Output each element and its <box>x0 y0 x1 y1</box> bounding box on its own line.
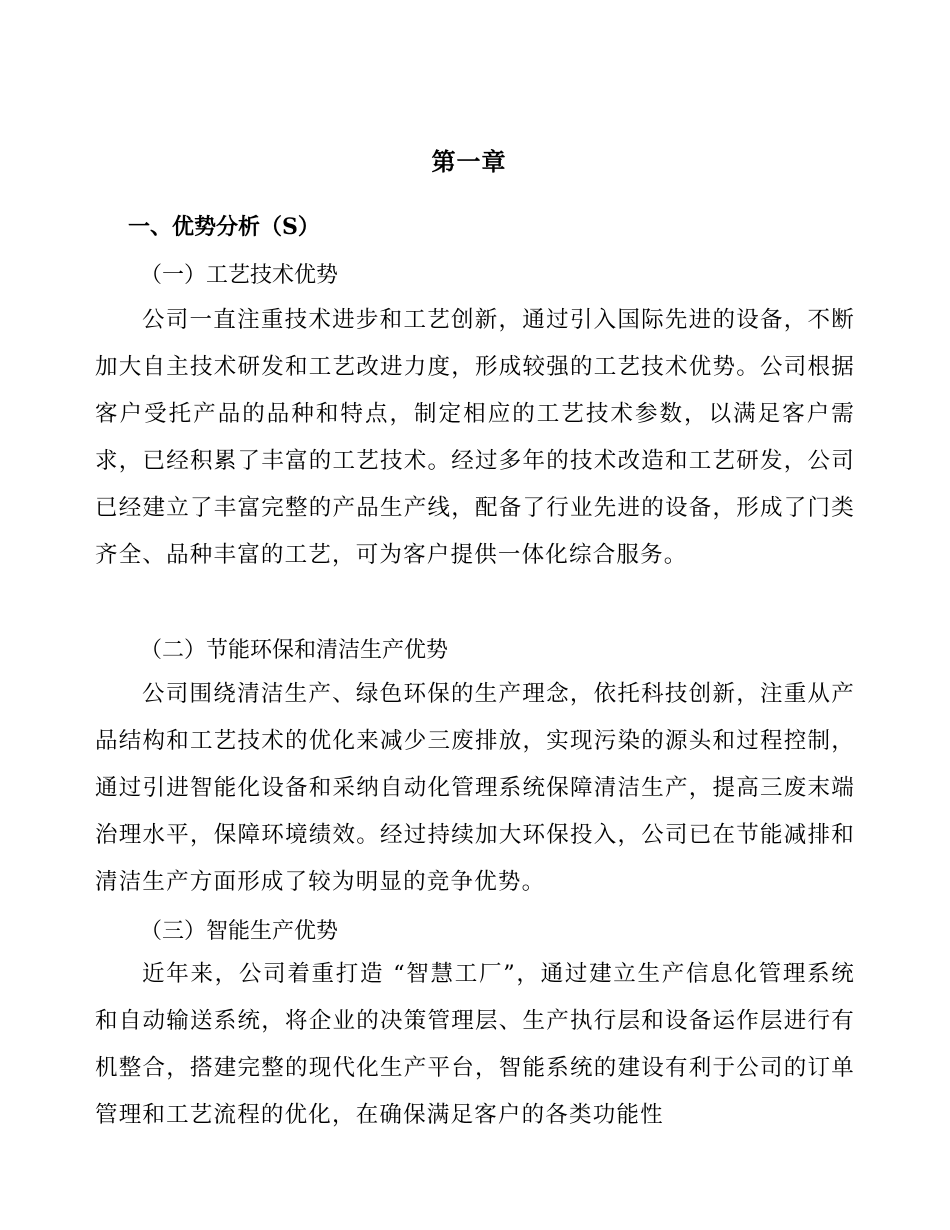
paragraph-3: 近年来，公司着重打造 “智慧工厂”，通过建立生产信息化管理系统和自动输送系统，将企业的决策管理层、生产执行层和设备运作层进行有机整合，搭建完整的现代化生产平台，智能系统的建设有利于公司的订单管理和工艺流程的优化，在确保满足客户的各类功能性 <box>95 961 855 1128</box>
subsection-heading-2: （二）节能环保和清洁生产优势 <box>140 638 449 663</box>
subsection-heading-1: （一）工艺技术优势 <box>140 263 339 288</box>
subsection-heading-3: （三）智能生产优势 <box>140 919 339 944</box>
chapter-title: 第一章 <box>431 147 507 176</box>
section-heading: 一、优势分析（S） <box>128 214 320 240</box>
paragraph-2: 公司围绕清洁生产、绿色环保的生产理念，依托科技创新，注重从产品结构和工艺技术的优化来减少三废排放，实现污染的源头和过程控制，通过引进智能化设备和采纳自动化管理系统保障清洁生产，提高三废末端治理水平，保障环境绩效。经过持续加大环保投入，公司已在节能减排和清洁生产方面形成了较为明显的竞争优势。 <box>95 681 855 895</box>
paragraph-1: 公司一直注重技术进步和工艺创新，通过引入国际先进的设备，不断加大自主技术研发和工艺改进力度，形成较强的工艺技术优势。公司根据客户受托产品的品种和特点，制定相应的工艺技术参数，以满足客户需求，已经积累了丰富的工艺技术。经过多年的技术改造和工艺研发，公司已经建立了丰富完整的产品生产线，配备了行业先进的设备，形成了门类齐全、品种丰富的工艺，可为客户提供一体化综合服务。 <box>95 307 855 568</box>
